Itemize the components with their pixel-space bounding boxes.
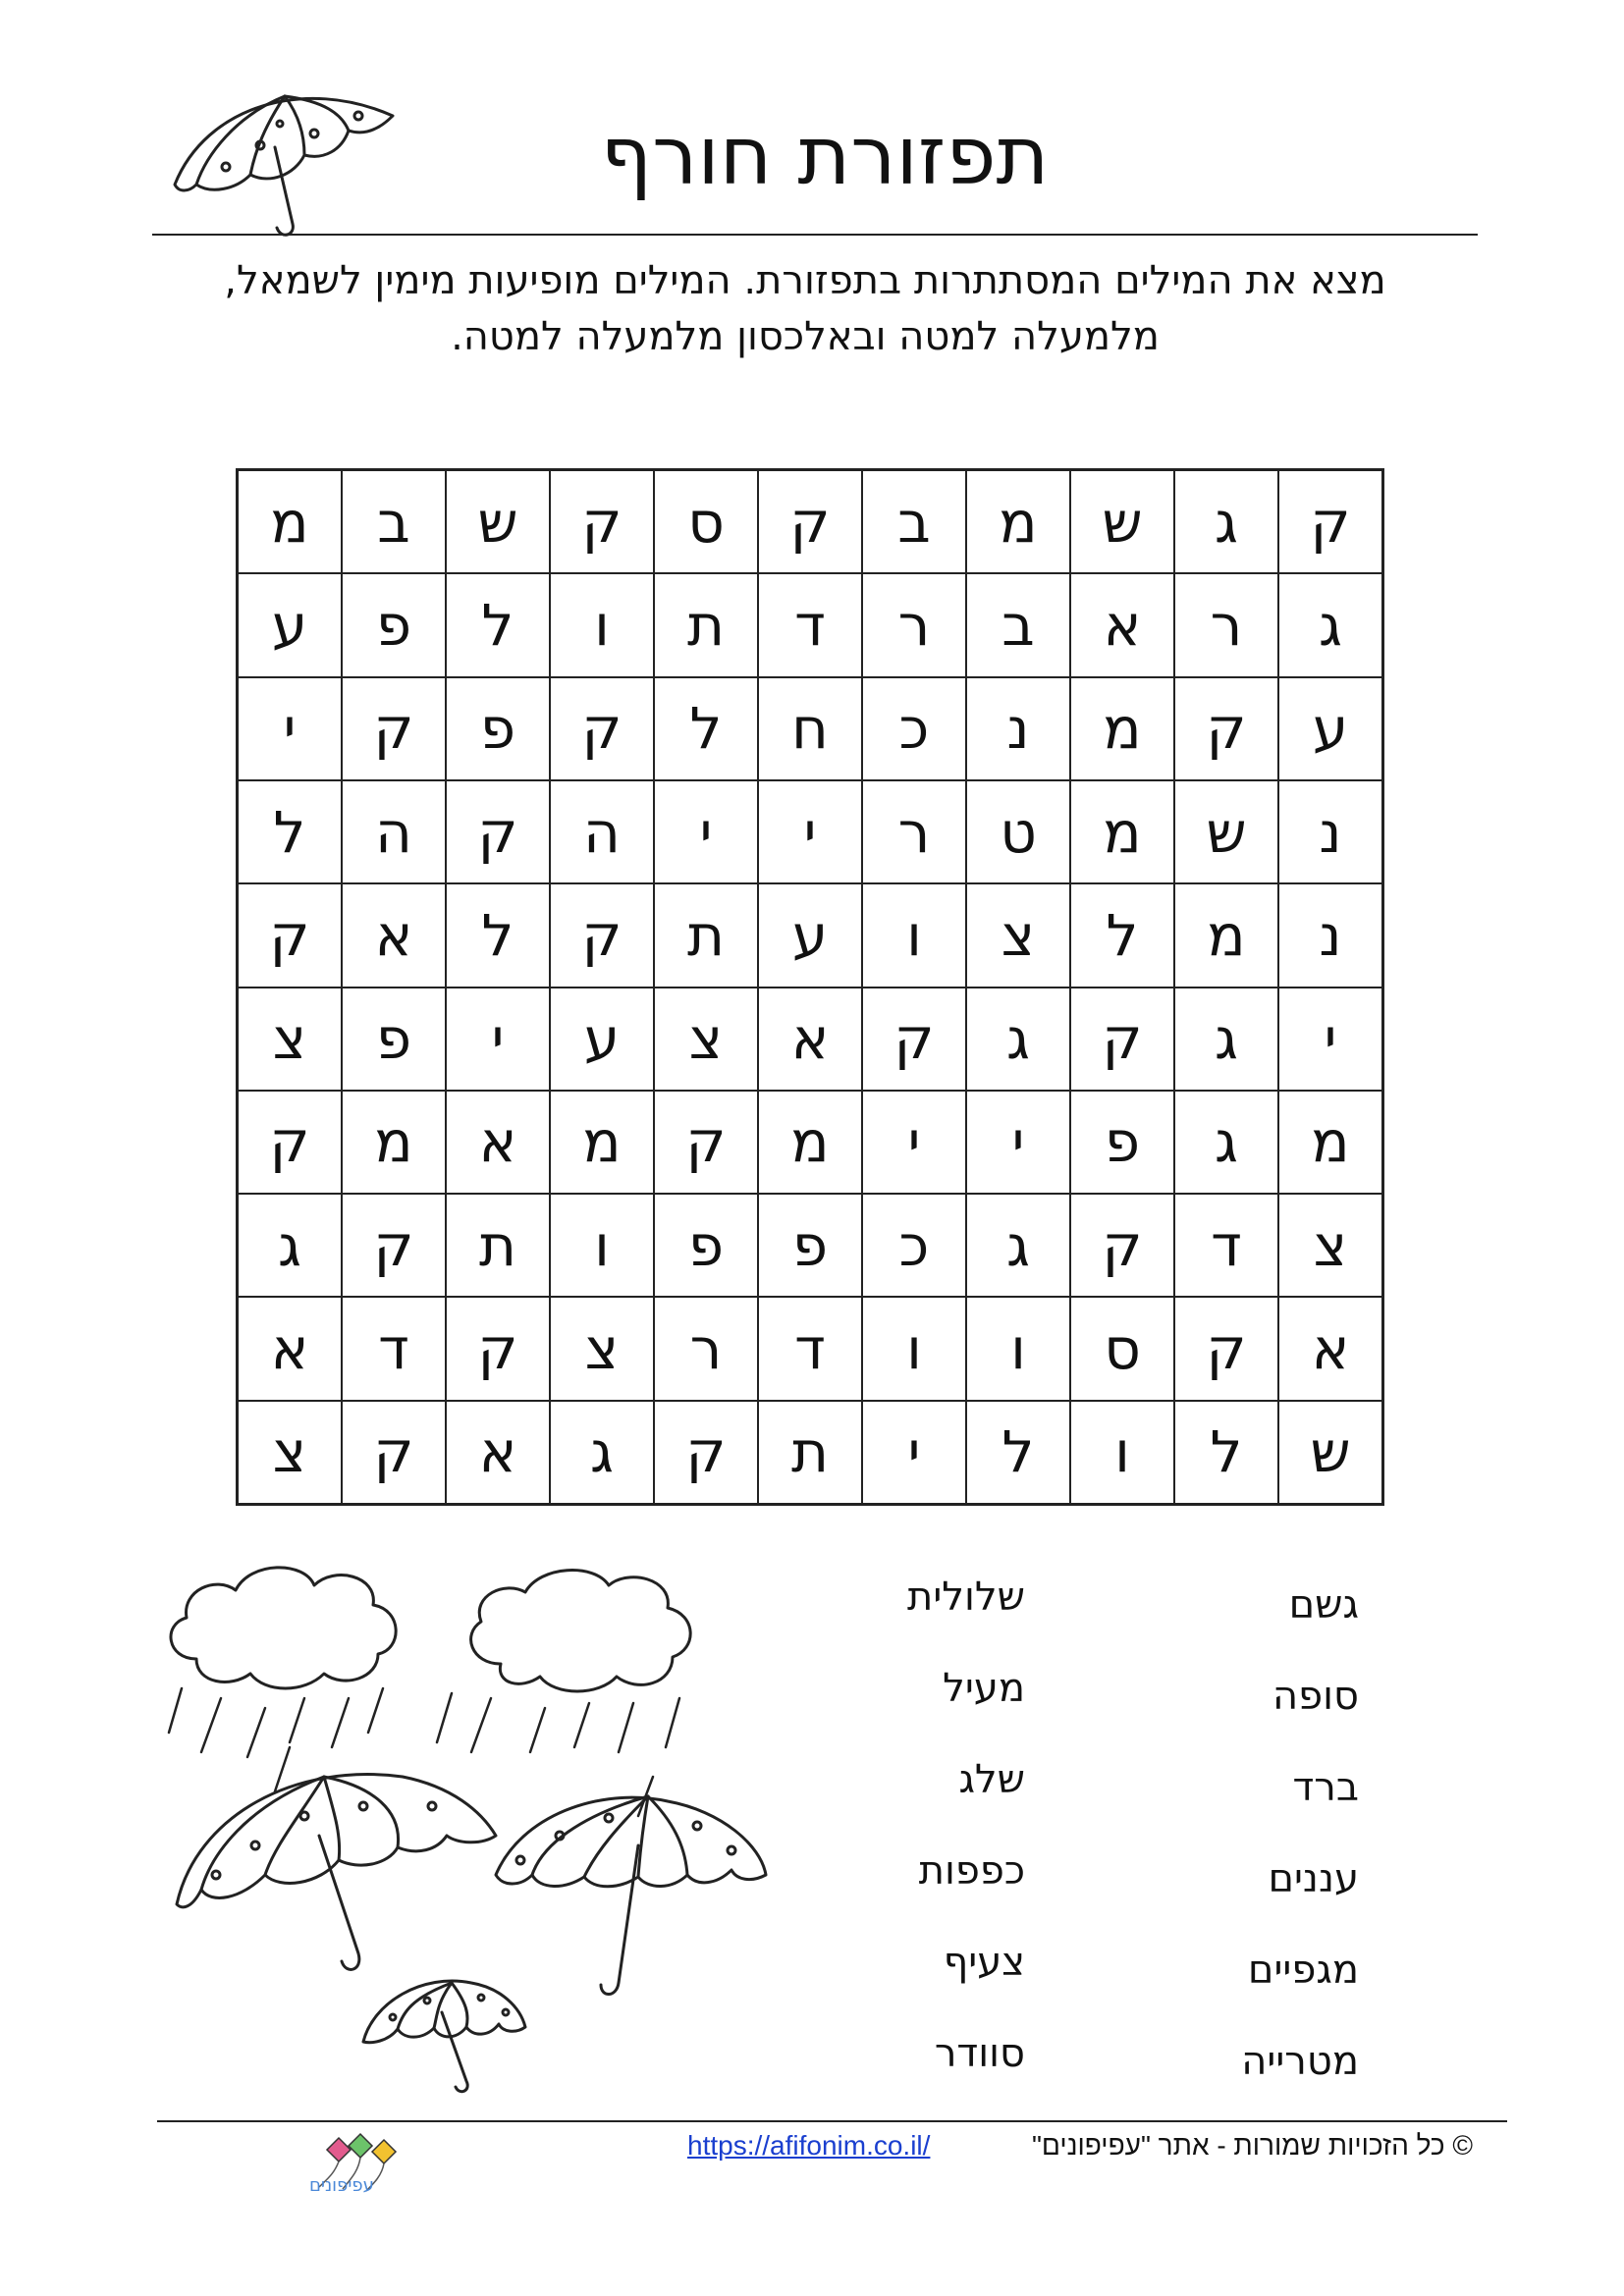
grid-cell[interactable]: ל xyxy=(1174,1401,1278,1504)
grid-cell[interactable]: נ xyxy=(1278,780,1382,883)
grid-cell[interactable]: מ xyxy=(342,1091,446,1194)
grid-cell[interactable]: מ xyxy=(550,1091,654,1194)
word-list-item: עננים xyxy=(1268,1856,1359,1901)
grid-cell[interactable]: ס xyxy=(1070,1297,1174,1400)
grid-cell[interactable]: ד xyxy=(342,1297,446,1400)
umbrella-illustration-header xyxy=(167,77,403,243)
grid-cell[interactable]: ע xyxy=(758,883,862,987)
grid-cell[interactable]: פ xyxy=(342,573,446,676)
grid-cell[interactable]: מ xyxy=(758,1091,862,1194)
word-list-item: כפפות xyxy=(918,1848,1025,1894)
grid-cell[interactable]: מ xyxy=(966,470,1070,573)
grid-cell[interactable]: ש xyxy=(1174,780,1278,883)
grid-cell[interactable]: נ xyxy=(966,677,1070,780)
word-list-item: מטרייה xyxy=(1241,2039,1359,2084)
grid-cell[interactable]: ע xyxy=(550,988,654,1091)
title-divider xyxy=(152,234,1478,236)
grid-cell[interactable]: ד xyxy=(758,1297,862,1400)
grid-cell[interactable]: פ xyxy=(446,677,550,780)
grid-cell[interactable]: ו xyxy=(862,883,966,987)
grid-cell[interactable]: מ xyxy=(238,470,342,573)
grid-cell[interactable]: ק xyxy=(446,780,550,883)
grid-cell[interactable]: נ xyxy=(1278,883,1382,987)
grid-cell[interactable]: ו xyxy=(550,1194,654,1297)
grid-cell[interactable]: ת xyxy=(446,1194,550,1297)
grid-cell[interactable]: י xyxy=(446,988,550,1091)
grid-cell[interactable]: צ xyxy=(966,883,1070,987)
grid-cell[interactable]: ב xyxy=(966,573,1070,676)
grid-cell[interactable]: כ xyxy=(862,677,966,780)
grid-cell[interactable]: מ xyxy=(1278,1091,1382,1194)
word-search-grid xyxy=(236,468,1384,1506)
grid-cell[interactable]: ת xyxy=(654,883,758,987)
grid-cell[interactable]: ק xyxy=(446,1297,550,1400)
word-list-item: סופה xyxy=(1272,1674,1359,1719)
logo-text: עפיפונים xyxy=(309,2175,374,2196)
grid-cell[interactable]: ת xyxy=(758,1401,862,1504)
grid-cell[interactable]: א xyxy=(446,1401,550,1504)
grid-cell[interactable]: א xyxy=(446,1091,550,1194)
website-link[interactable]: https://afifonim.co.il/ xyxy=(687,2130,931,2161)
grid-cell[interactable]: ס xyxy=(654,470,758,573)
grid-cell[interactable]: ש xyxy=(446,470,550,573)
grid-cell[interactable]: ל xyxy=(654,677,758,780)
grid-cell[interactable]: ג xyxy=(238,1194,342,1297)
grid-cell[interactable]: ר xyxy=(1174,573,1278,676)
grid-cell[interactable]: ק xyxy=(1174,1297,1278,1400)
grid-cell[interactable]: פ xyxy=(1070,1091,1174,1194)
grid-cell[interactable]: א xyxy=(238,1297,342,1400)
grid-cell[interactable]: ר xyxy=(862,573,966,676)
grid-cell[interactable]: ק xyxy=(342,677,446,780)
grid-cell[interactable]: י xyxy=(862,1401,966,1504)
grid-cell[interactable]: ג xyxy=(1174,988,1278,1091)
instructions xyxy=(128,253,1483,365)
grid-cell[interactable]: ג xyxy=(1278,573,1382,676)
page-title: תפזורת חורף xyxy=(600,110,1050,203)
grid-cell[interactable]: ב xyxy=(342,470,446,573)
grid-cell[interactable]: ד xyxy=(1174,1194,1278,1297)
grid-cell[interactable]: ש xyxy=(1070,470,1174,573)
instructions-line-2: מלמעלה למטה ובאלכסון מלמעלה למטה. xyxy=(451,314,1160,359)
word-list-item: סוודר xyxy=(934,2031,1025,2076)
grid-cell[interactable]: י xyxy=(758,780,862,883)
word-list-item: שלג xyxy=(958,1757,1025,1802)
grid-cell[interactable]: ק xyxy=(654,1401,758,1504)
grid-cell[interactable]: ק xyxy=(342,1194,446,1297)
grid-cell[interactable]: ו xyxy=(1070,1401,1174,1504)
grid-cell[interactable]: י xyxy=(862,1091,966,1194)
word-list-item: מגפיים xyxy=(1247,1948,1359,1993)
grid-cell[interactable]: ע xyxy=(1278,677,1382,780)
grid-cell[interactable]: ש xyxy=(1278,1401,1382,1504)
grid-cell[interactable]: ק xyxy=(1070,1194,1174,1297)
grid-cell[interactable]: ג xyxy=(966,988,1070,1091)
instructions-line-1: מצא את המילים המסתתרות בתפזורת. המילים מופיעות מימין לשמאל, xyxy=(224,258,1386,303)
word-list-item: ברד xyxy=(1292,1765,1359,1810)
grid-cell[interactable]: ק xyxy=(1070,988,1174,1091)
grid-cell[interactable]: ב xyxy=(862,470,966,573)
grid-cell[interactable]: צ xyxy=(238,1401,342,1504)
grid-cell[interactable]: א xyxy=(758,988,862,1091)
word-list-item: צעיף xyxy=(943,1940,1025,1985)
word-list-item: גשם xyxy=(1288,1582,1359,1628)
grid-cell[interactable]: ו xyxy=(862,1297,966,1400)
grid-cell[interactable]: ל xyxy=(446,883,550,987)
grid-cell[interactable]: י xyxy=(238,677,342,780)
grid-cell[interactable]: צ xyxy=(550,1297,654,1400)
grid-cell[interactable]: א xyxy=(342,883,446,987)
cloud-icon xyxy=(171,1568,396,1688)
grid-cell[interactable]: ק xyxy=(238,883,342,987)
grid-cell[interactable]: ל xyxy=(238,780,342,883)
grid-cell[interactable]: א xyxy=(1278,1297,1382,1400)
grid-cell[interactable]: י xyxy=(1278,988,1382,1091)
grid-cell[interactable]: ת xyxy=(654,573,758,676)
grid-cell[interactable]: ג xyxy=(966,1194,1070,1297)
grid-cell[interactable]: ג xyxy=(1174,470,1278,573)
grid-cell[interactable]: א xyxy=(1070,573,1174,676)
word-list-item: שלולית xyxy=(907,1575,1025,1620)
grid-cell[interactable]: ק xyxy=(550,470,654,573)
grid-cell[interactable]: ק xyxy=(238,1091,342,1194)
grid-cell[interactable]: ט xyxy=(966,780,1070,883)
copyright-text: © כל הזכויות שמורות - אתר "עפיפונים" xyxy=(1031,2130,1473,2161)
word-list-item: מעיל xyxy=(943,1666,1025,1711)
grid-cell[interactable]: ק xyxy=(1174,677,1278,780)
grid-cell[interactable]: פ xyxy=(758,1194,862,1297)
grid-cell[interactable]: ק xyxy=(1278,470,1382,573)
grid-cell[interactable]: ד xyxy=(758,573,862,676)
grid-cell[interactable]: ג xyxy=(1174,1091,1278,1194)
grid-cell[interactable]: ע xyxy=(238,573,342,676)
grid-cell[interactable]: ר xyxy=(654,1297,758,1400)
grid-cell[interactable]: ל xyxy=(1070,883,1174,987)
grid-cell[interactable]: י xyxy=(654,780,758,883)
grid-cell[interactable]: צ xyxy=(1278,1194,1382,1297)
footer-divider xyxy=(157,2120,1507,2122)
grid-cell[interactable]: פ xyxy=(654,1194,758,1297)
cloud-icon xyxy=(471,1571,691,1691)
grid-cell[interactable]: ה xyxy=(342,780,446,883)
grid-cell[interactable]: ו xyxy=(966,1297,1070,1400)
grid-cell[interactable]: ג xyxy=(550,1401,654,1504)
kites-logo xyxy=(241,2130,417,2199)
grid-cell[interactable]: פ xyxy=(342,988,446,1091)
grid-cell[interactable]: מ xyxy=(1070,780,1174,883)
grid-cell[interactable]: צ xyxy=(238,988,342,1091)
grid-cell[interactable]: ר xyxy=(862,780,966,883)
grid-cell[interactable]: ל xyxy=(446,573,550,676)
grid-cell[interactable]: מ xyxy=(1070,677,1174,780)
grid-cell[interactable]: כ xyxy=(862,1194,966,1297)
grid-cell[interactable]: צ xyxy=(654,988,758,1091)
grid-cell[interactable]: ק xyxy=(550,677,654,780)
grid-cell[interactable]: ק xyxy=(342,1401,446,1504)
rain-umbrellas-illustration xyxy=(157,1551,785,2101)
grid-cell[interactable]: ק xyxy=(550,883,654,987)
grid-cell[interactable]: ו xyxy=(550,573,654,676)
grid-cell[interactable]: ק xyxy=(654,1091,758,1194)
grid-cell[interactable]: ק xyxy=(862,988,966,1091)
grid-cell[interactable]: מ xyxy=(1174,883,1278,987)
grid-cell[interactable]: ח xyxy=(758,677,862,780)
grid-cell[interactable]: ה xyxy=(550,780,654,883)
grid-cell[interactable]: ק xyxy=(758,470,862,573)
grid-cell[interactable]: י xyxy=(966,1091,1070,1194)
grid-cell[interactable]: ל xyxy=(966,1401,1070,1504)
